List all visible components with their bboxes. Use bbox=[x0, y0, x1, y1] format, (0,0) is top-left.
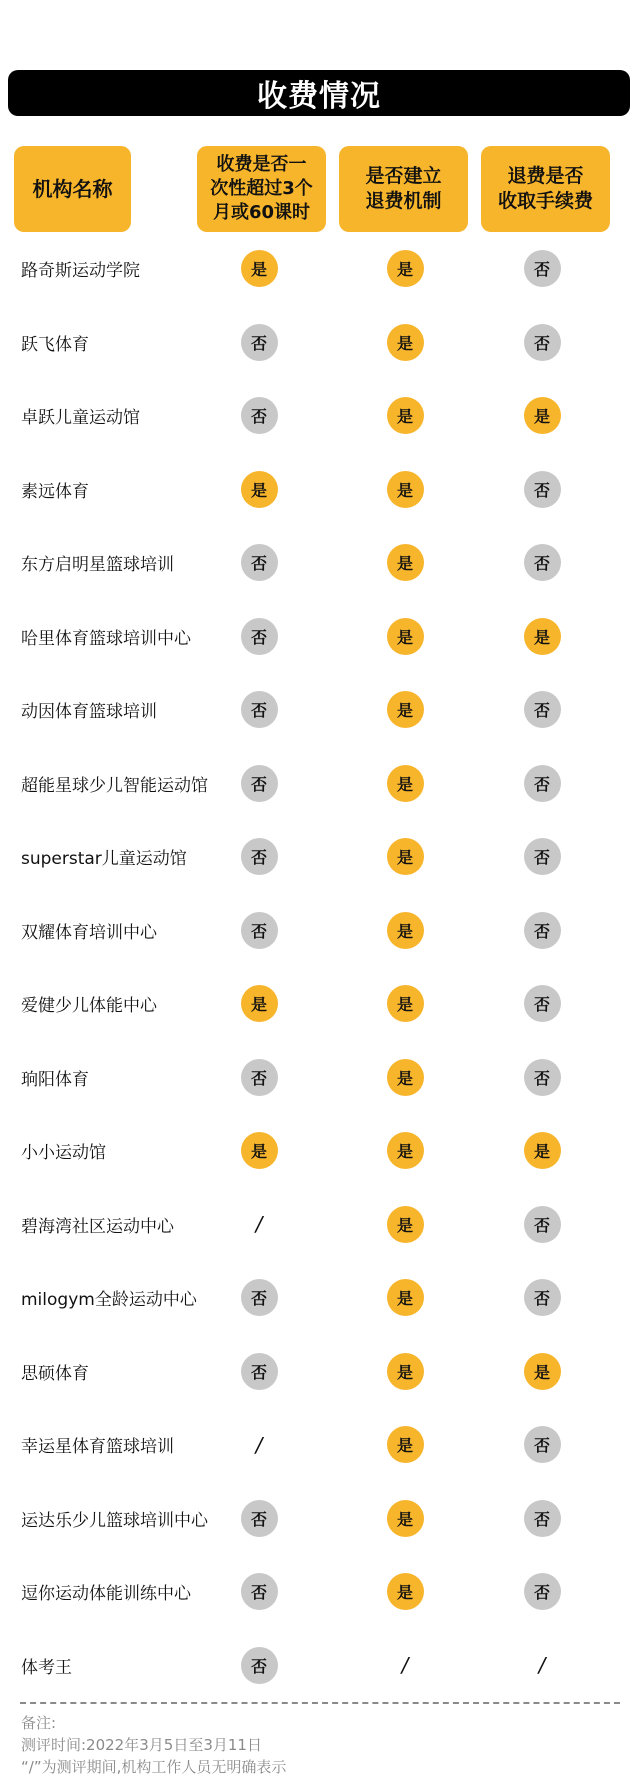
no-badge: 否 bbox=[524, 544, 561, 581]
table-row bbox=[0, 673, 640, 747]
table-row bbox=[0, 1482, 640, 1556]
cell-c3 bbox=[522, 306, 562, 380]
yes-badge: 是 bbox=[387, 691, 424, 728]
cell-c3 bbox=[522, 747, 562, 821]
no-badge: 否 bbox=[241, 618, 278, 655]
yes-badge: 是 bbox=[387, 1059, 424, 1096]
notes-test-period: 测评时间:2022年3月5日至3月11日 bbox=[21, 1736, 262, 1754]
cell-c3 bbox=[522, 600, 562, 674]
no-badge: 否 bbox=[524, 1206, 561, 1243]
cell-c1 bbox=[239, 747, 279, 821]
cell-c3 bbox=[522, 1555, 562, 1629]
table-row bbox=[0, 1188, 640, 1262]
institution-name: 东方启明星篮球培训 bbox=[21, 555, 174, 576]
table-row bbox=[0, 1261, 640, 1335]
institution-name: 小小运动馆 bbox=[21, 1143, 106, 1164]
cell-c3 bbox=[522, 1629, 562, 1703]
no-badge: 否 bbox=[524, 1500, 561, 1537]
cell-c2 bbox=[385, 306, 425, 380]
table-row bbox=[0, 600, 640, 674]
cell-c1 bbox=[239, 232, 279, 306]
yes-badge: 是 bbox=[387, 1500, 424, 1537]
yes-badge: 是 bbox=[387, 1426, 424, 1463]
cell-c2 bbox=[385, 967, 425, 1041]
yes-badge: 是 bbox=[387, 912, 424, 949]
unclear-mark: / bbox=[255, 1212, 263, 1237]
cell-c2 bbox=[385, 820, 425, 894]
yes-badge: 是 bbox=[387, 471, 424, 508]
cell-c2 bbox=[385, 1555, 425, 1629]
yes-badge: 是 bbox=[387, 1353, 424, 1390]
no-badge: 否 bbox=[241, 912, 278, 949]
no-badge: 否 bbox=[524, 1279, 561, 1316]
institution-name: 哈里体育篮球培训中心 bbox=[21, 628, 191, 649]
yes-badge: 是 bbox=[524, 1353, 561, 1390]
notes-slash-explanation: “/”为测评期间,机构工作人员无明确表示 bbox=[21, 1758, 287, 1776]
cell-c3 bbox=[522, 526, 562, 600]
cell-c2 bbox=[385, 379, 425, 453]
cell-c1 bbox=[239, 306, 279, 380]
cell-c1 bbox=[239, 600, 279, 674]
table-row bbox=[0, 306, 640, 380]
cell-c1 bbox=[239, 1482, 279, 1556]
cell-c3 bbox=[522, 967, 562, 1041]
institution-table bbox=[0, 232, 640, 1702]
yes-badge: 是 bbox=[387, 1206, 424, 1243]
cell-c1 bbox=[239, 1335, 279, 1409]
cell-c1 bbox=[239, 1629, 279, 1703]
institution-name: 逗你运动体能训练中心 bbox=[21, 1584, 191, 1605]
yes-badge: 是 bbox=[241, 985, 278, 1022]
yes-badge: 是 bbox=[387, 618, 424, 655]
yes-badge: 是 bbox=[387, 250, 424, 287]
yes-badge: 是 bbox=[387, 397, 424, 434]
institution-name: 思硕体育 bbox=[21, 1363, 89, 1384]
no-badge: 否 bbox=[241, 324, 278, 361]
cell-c1 bbox=[239, 1408, 279, 1482]
cell-c3 bbox=[522, 1114, 562, 1188]
no-badge: 否 bbox=[524, 324, 561, 361]
yes-badge: 是 bbox=[241, 1132, 278, 1169]
table-row bbox=[0, 820, 640, 894]
no-badge: 否 bbox=[241, 1059, 278, 1096]
institution-name: 超能星球少儿智能运动馆 bbox=[21, 775, 208, 796]
table-row bbox=[0, 232, 640, 306]
cell-c3 bbox=[522, 1408, 562, 1482]
cell-c2 bbox=[385, 453, 425, 527]
cell-c1 bbox=[239, 1555, 279, 1629]
cell-c2 bbox=[385, 747, 425, 821]
no-badge: 否 bbox=[241, 544, 278, 581]
yes-badge: 是 bbox=[387, 765, 424, 802]
cell-c2 bbox=[385, 1629, 425, 1703]
yes-badge: 是 bbox=[387, 544, 424, 581]
table-row bbox=[0, 453, 640, 527]
institution-name: 珦阳体育 bbox=[21, 1069, 89, 1090]
yes-badge: 是 bbox=[524, 618, 561, 655]
cell-c2 bbox=[385, 1482, 425, 1556]
institution-name: 跃飞体育 bbox=[21, 334, 89, 355]
no-badge: 否 bbox=[241, 397, 278, 434]
cell-c1 bbox=[239, 967, 279, 1041]
institution-name: 卓跃儿童运动馆 bbox=[21, 408, 140, 429]
yes-badge: 是 bbox=[387, 1279, 424, 1316]
table-row bbox=[0, 1335, 640, 1409]
cell-c1 bbox=[239, 526, 279, 600]
cell-c1 bbox=[239, 1114, 279, 1188]
cell-c3 bbox=[522, 453, 562, 527]
table-row bbox=[0, 1555, 640, 1629]
cell-c2 bbox=[385, 1114, 425, 1188]
cell-c2 bbox=[385, 1188, 425, 1262]
table-row bbox=[0, 379, 640, 453]
page-title: 收费情况 bbox=[8, 70, 630, 116]
institution-name: 爱健少儿体能中心 bbox=[21, 996, 157, 1017]
cell-c2 bbox=[385, 526, 425, 600]
yes-badge: 是 bbox=[387, 324, 424, 361]
no-badge: 否 bbox=[524, 838, 561, 875]
cell-c3 bbox=[522, 1041, 562, 1115]
yes-badge: 是 bbox=[387, 985, 424, 1022]
cell-c2 bbox=[385, 1041, 425, 1115]
cell-c1 bbox=[239, 453, 279, 527]
yes-badge: 是 bbox=[387, 1573, 424, 1610]
institution-name: 素远体育 bbox=[21, 481, 89, 502]
institution-name: superstar儿童运动馆 bbox=[21, 849, 187, 870]
cell-c1 bbox=[239, 379, 279, 453]
institution-name: 体考王 bbox=[21, 1657, 72, 1678]
cell-c2 bbox=[385, 600, 425, 674]
institution-name: 路奇斯运动学院 bbox=[21, 261, 140, 282]
table-row bbox=[0, 894, 640, 968]
no-badge: 否 bbox=[524, 1059, 561, 1096]
cell-c1 bbox=[239, 820, 279, 894]
unclear-mark: / bbox=[255, 1432, 263, 1457]
cell-c3 bbox=[522, 1188, 562, 1262]
yes-badge: 是 bbox=[524, 397, 561, 434]
no-badge: 否 bbox=[524, 250, 561, 287]
cell-c1 bbox=[239, 1188, 279, 1262]
institution-name: 动因体育篮球培训 bbox=[21, 702, 157, 723]
table-row bbox=[0, 967, 640, 1041]
yes-badge: 是 bbox=[241, 471, 278, 508]
table-row bbox=[0, 1114, 640, 1188]
cell-c1 bbox=[239, 1261, 279, 1335]
cell-c1 bbox=[239, 1041, 279, 1115]
institution-name: 幸运星体育篮球培训 bbox=[21, 1437, 174, 1458]
no-badge: 否 bbox=[241, 1573, 278, 1610]
table-row bbox=[0, 1041, 640, 1115]
no-badge: 否 bbox=[241, 1279, 278, 1316]
cell-c3 bbox=[522, 820, 562, 894]
institution-name: 双耀体育培训中心 bbox=[21, 922, 157, 943]
no-badge: 否 bbox=[241, 1353, 278, 1390]
table-row bbox=[0, 747, 640, 821]
header-one-time-charge: 收费是否一 次性超过3个 月或60课时 bbox=[197, 146, 326, 232]
cell-c2 bbox=[385, 232, 425, 306]
notes-divider bbox=[20, 1702, 620, 1704]
cell-c1 bbox=[239, 673, 279, 747]
table-row bbox=[0, 1408, 640, 1482]
no-badge: 否 bbox=[524, 912, 561, 949]
cell-c2 bbox=[385, 1261, 425, 1335]
no-badge: 否 bbox=[524, 985, 561, 1022]
cell-c3 bbox=[522, 894, 562, 968]
yes-badge: 是 bbox=[387, 1132, 424, 1169]
cell-c2 bbox=[385, 1335, 425, 1409]
cell-c3 bbox=[522, 379, 562, 453]
cell-c3 bbox=[522, 1335, 562, 1409]
no-badge: 否 bbox=[241, 1500, 278, 1537]
no-badge: 否 bbox=[524, 471, 561, 508]
cell-c2 bbox=[385, 894, 425, 968]
no-badge: 否 bbox=[241, 1647, 278, 1684]
institution-name: milogym全龄运动中心 bbox=[21, 1290, 197, 1311]
cell-c2 bbox=[385, 1408, 425, 1482]
header-refund-fee: 退费是否 收取手续费 bbox=[481, 146, 610, 232]
unclear-mark: / bbox=[401, 1653, 409, 1678]
notes-label: 备注: bbox=[21, 1714, 57, 1732]
no-badge: 否 bbox=[241, 765, 278, 802]
yes-badge: 是 bbox=[241, 250, 278, 287]
cell-c3 bbox=[522, 1261, 562, 1335]
no-badge: 否 bbox=[241, 838, 278, 875]
no-badge: 否 bbox=[524, 1426, 561, 1463]
header-refund-mechanism: 是否建立 退费机制 bbox=[339, 146, 468, 232]
yes-badge: 是 bbox=[387, 838, 424, 875]
institution-name: 碧海湾社区运动中心 bbox=[21, 1216, 174, 1237]
no-badge: 否 bbox=[241, 691, 278, 728]
cell-c1 bbox=[239, 894, 279, 968]
cell-c3 bbox=[522, 673, 562, 747]
cell-c3 bbox=[522, 232, 562, 306]
notes bbox=[21, 1712, 286, 1778]
cell-c2 bbox=[385, 673, 425, 747]
no-badge: 否 bbox=[524, 691, 561, 728]
table-row bbox=[0, 526, 640, 600]
table-row bbox=[0, 1629, 640, 1703]
no-badge: 否 bbox=[524, 765, 561, 802]
institution-name: 运达乐少儿篮球培训中心 bbox=[21, 1510, 208, 1531]
unclear-mark: / bbox=[538, 1653, 546, 1678]
cell-c3 bbox=[522, 1482, 562, 1556]
no-badge: 否 bbox=[524, 1573, 561, 1610]
yes-badge: 是 bbox=[524, 1132, 561, 1169]
header-institution-name: 机构名称 bbox=[14, 146, 131, 232]
